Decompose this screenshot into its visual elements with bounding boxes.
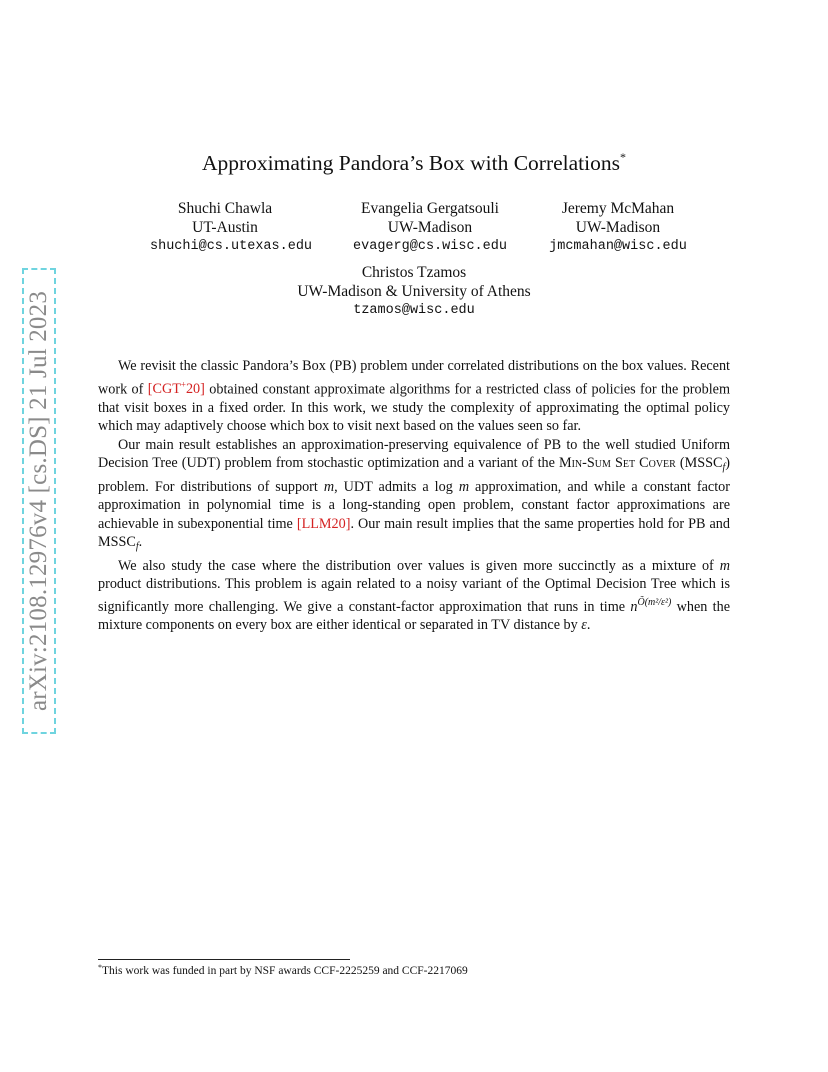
subscript: f <box>135 541 139 553</box>
text-run: . <box>138 534 143 551</box>
text-run: , UDT admits a log <box>334 478 459 495</box>
footnote <box>98 963 468 977</box>
citation-link[interactable] <box>148 381 205 397</box>
author-email: shuchi@cs.utexas.edu <box>150 239 313 254</box>
author-email: jmcmahan@wisc.edu <box>549 239 687 254</box>
small-caps-term: Min-Sum Set Cover <box>558 455 676 472</box>
arxiv-stamp <box>22 268 56 734</box>
author-name: Christos Tzamos <box>361 264 467 281</box>
author-name: Jeremy McMahan <box>561 200 675 217</box>
math-var: m <box>323 478 335 495</box>
citation-link[interactable]: [LLM20] <box>296 515 351 532</box>
author-affiliation: UW-Madison <box>575 219 661 236</box>
text-run: when the mixture components on every box are either identical or separated in TV distance by <box>98 598 730 634</box>
text-run: We also study the case where the distribution over values is given more succinctly as a mixture of <box>118 557 720 574</box>
author-email: evagerg@cs.wisc.edu <box>353 239 507 254</box>
abstract-paragraph-1 <box>98 357 730 436</box>
text-run: obtained constant approximate algorithms for a restricted class of policies for the problem that visit boxes in a fixed order. In this work, we study the complexity of approximating the optimal policy which may adaptively choose which box to visit next based on the values seen so far. <box>98 381 730 435</box>
author-affiliation: UW-Madison & University of Athens <box>297 283 531 300</box>
author-block <box>150 199 313 256</box>
abstract-paragraph-3 <box>98 557 730 635</box>
math-var: m <box>719 557 730 574</box>
text-run: (MSSC <box>675 455 723 472</box>
author-name: Evangelia Gergatsouli <box>361 200 499 217</box>
author-email: tzamos@wisc.edu <box>353 303 475 318</box>
footnote-text: This work was funded in part by NSF awards CCF-2225259 and CCF-2217069 <box>102 965 468 977</box>
author-block <box>330 199 530 256</box>
citation-text: [CGT <box>147 381 181 398</box>
text-run: Our main result establishes an approximation-preserving equivalence of PB to the well studied Uniform Decision Tree (UDT) problem from stochastic optimization and a variant of the <box>98 436 730 472</box>
superscript-exponent: Õ(m²/ε²) <box>637 596 672 608</box>
citation-sup: + <box>180 379 186 390</box>
text-run: approximation, and while a constant factor approximation in polynomial time is a long-standing open problem, constant factor approximations are achievable in subexponential time <box>98 478 730 532</box>
author-affiliation: UW-Madison <box>387 219 473 236</box>
subscript: f <box>722 462 726 474</box>
title-footnote-marker: * <box>620 150 626 164</box>
footnote-marker: * <box>98 963 102 972</box>
abstract-paragraph-2 <box>98 436 730 557</box>
text-run: . Our main result implies that the same properties hold for PB and MSSC <box>98 515 730 551</box>
paper-title <box>0 150 828 176</box>
author-name: Shuchi Chawla <box>177 200 273 217</box>
arxiv-stamp-text: arXiv:2108.12976v4 [cs.DS] 21 Jul 2023 <box>25 290 52 712</box>
footnote-rule <box>98 959 350 960</box>
text-run: ) problem. For distributions of support <box>98 455 731 495</box>
author-affiliation: UT-Austin <box>192 219 258 236</box>
math-var: n <box>630 598 638 615</box>
author-block <box>538 199 698 256</box>
math-var: ε <box>581 617 587 634</box>
paper-title-text: Approximating Pandora’s Box with Correlations <box>201 151 620 175</box>
text-run: . <box>586 617 591 634</box>
citation-text-end: 20] <box>185 381 205 398</box>
math-var: m <box>458 478 470 495</box>
text-run: We revisit the classic Pandora’s Box (PB) problem under correlated distributions on the box values. Recent work of <box>98 358 730 398</box>
text-run: product distributions. This problem is again related to a noisy variant of the Optimal Decision Tree which is significantly more challenging. We give a constant-factor approximation that runs in time <box>98 576 730 615</box>
abstract <box>98 357 730 635</box>
author-block <box>264 263 564 320</box>
